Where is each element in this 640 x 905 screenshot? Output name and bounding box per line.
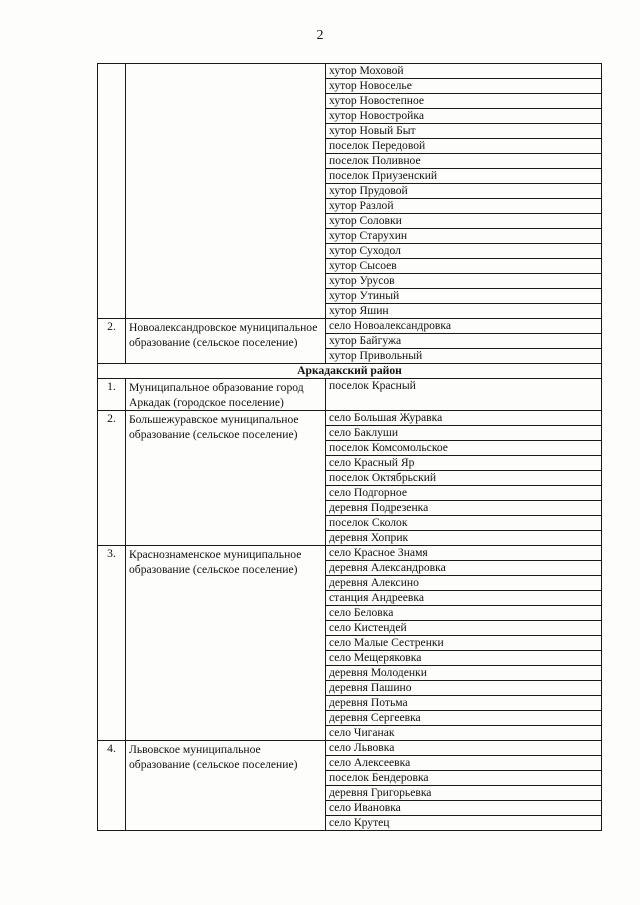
row-number: 3. — [98, 546, 126, 741]
settlement-name: село Подгорное — [326, 486, 602, 501]
settlement-name: село Беловка — [326, 606, 602, 621]
settlement-name: село Крутец — [326, 816, 602, 831]
settlement-name: хутор Байгужа — [326, 334, 602, 349]
settlement-name: село Новоалександровка — [326, 319, 602, 334]
settlement-name: хутор Моховой — [326, 64, 602, 79]
settlement-name: хутор Соловки — [326, 214, 602, 229]
settlement-name: хутор Старухин — [326, 229, 602, 244]
settlement-name: деревня Сергеевка — [326, 711, 602, 726]
table-row — [98, 319, 602, 334]
settlement-name: деревня Алексино — [326, 576, 602, 591]
settlement-name: хутор Урусов — [326, 274, 602, 289]
settlement-name: деревня Потьма — [326, 696, 602, 711]
settlement-name: хутор Новостепное — [326, 94, 602, 109]
settlement-name: поселок Красный — [326, 379, 602, 411]
table-row — [98, 64, 602, 79]
settlement-name: село Большая Журавка — [326, 411, 602, 426]
settlement-name: поселок Приузенский — [326, 169, 602, 184]
row-number: 1. — [98, 379, 126, 411]
table-row — [98, 411, 602, 426]
table-row — [98, 379, 602, 411]
municipality-name: Муниципальное образование город Аркадак (городское поселение) — [126, 379, 326, 411]
settlement-name: хутор Привольный — [326, 349, 602, 364]
settlement-name: хутор Сысоев — [326, 259, 602, 274]
municipality-name: Большежуравское муниципальное образование (сельское поселение) — [126, 411, 326, 546]
settlement-name: хутор Новоселье — [326, 79, 602, 94]
settlement-name: поселок Поливное — [326, 154, 602, 169]
table-body — [98, 64, 602, 831]
settlement-name: деревня Подрезенка — [326, 501, 602, 516]
settlement-name: хутор Новостройка — [326, 109, 602, 124]
settlement-name: село Чиганак — [326, 726, 602, 741]
settlement-name: село Красное Знамя — [326, 546, 602, 561]
municipality-name: Новоалександровское муниципальное образование (сельское поселение) — [126, 319, 326, 364]
row-number — [98, 64, 126, 319]
settlement-name: хутор Разлой — [326, 199, 602, 214]
settlement-name: хутор Новый Быт — [326, 124, 602, 139]
district-name: Аркадакский район — [98, 364, 602, 379]
settlement-name: село Алексеевка — [326, 756, 602, 771]
row-number: 4. — [98, 741, 126, 831]
settlement-name: деревня Хоприк — [326, 531, 602, 546]
municipality-name — [126, 64, 326, 319]
settlement-name: село Баклуши — [326, 426, 602, 441]
settlement-name: хутор Утиный — [326, 289, 602, 304]
settlement-name: поселок Комсомольское — [326, 441, 602, 456]
settlement-name: поселок Октябрьский — [326, 471, 602, 486]
settlement-name: деревня Александровка — [326, 561, 602, 576]
settlement-name: хутор Суходол — [326, 244, 602, 259]
settlement-name: деревня Молоденки — [326, 666, 602, 681]
settlement-name: деревня Григорьевка — [326, 786, 602, 801]
settlement-name: село Малые Сестренки — [326, 636, 602, 651]
row-number: 2. — [98, 411, 126, 546]
settlement-name: село Кистендей — [326, 621, 602, 636]
settlements-table — [97, 63, 602, 831]
municipality-name: Краснознаменское муниципальное образование (сельское поселение) — [126, 546, 326, 741]
table-row — [98, 546, 602, 561]
table-row — [98, 741, 602, 756]
settlement-name: хутор Яшин — [326, 304, 602, 319]
settlement-name: село Красный Яр — [326, 456, 602, 471]
settlement-name: поселок Сколок — [326, 516, 602, 531]
settlement-name: село Мещеряковка — [326, 651, 602, 666]
settlement-name: село Ивановка — [326, 801, 602, 816]
settlement-name: станция Андреевка — [326, 591, 602, 606]
district-row — [98, 364, 602, 379]
settlement-name: поселок Передовой — [326, 139, 602, 154]
row-number: 2. — [98, 319, 126, 364]
municipality-name: Львовское муниципальное образование (сельское поселение) — [126, 741, 326, 831]
settlement-name: деревня Пашино — [326, 681, 602, 696]
settlement-name: село Львовка — [326, 741, 602, 756]
settlement-name: поселок Бендеровка — [326, 771, 602, 786]
page-number: 2 — [316, 28, 324, 43]
settlement-name: хутор Прудовой — [326, 184, 602, 199]
